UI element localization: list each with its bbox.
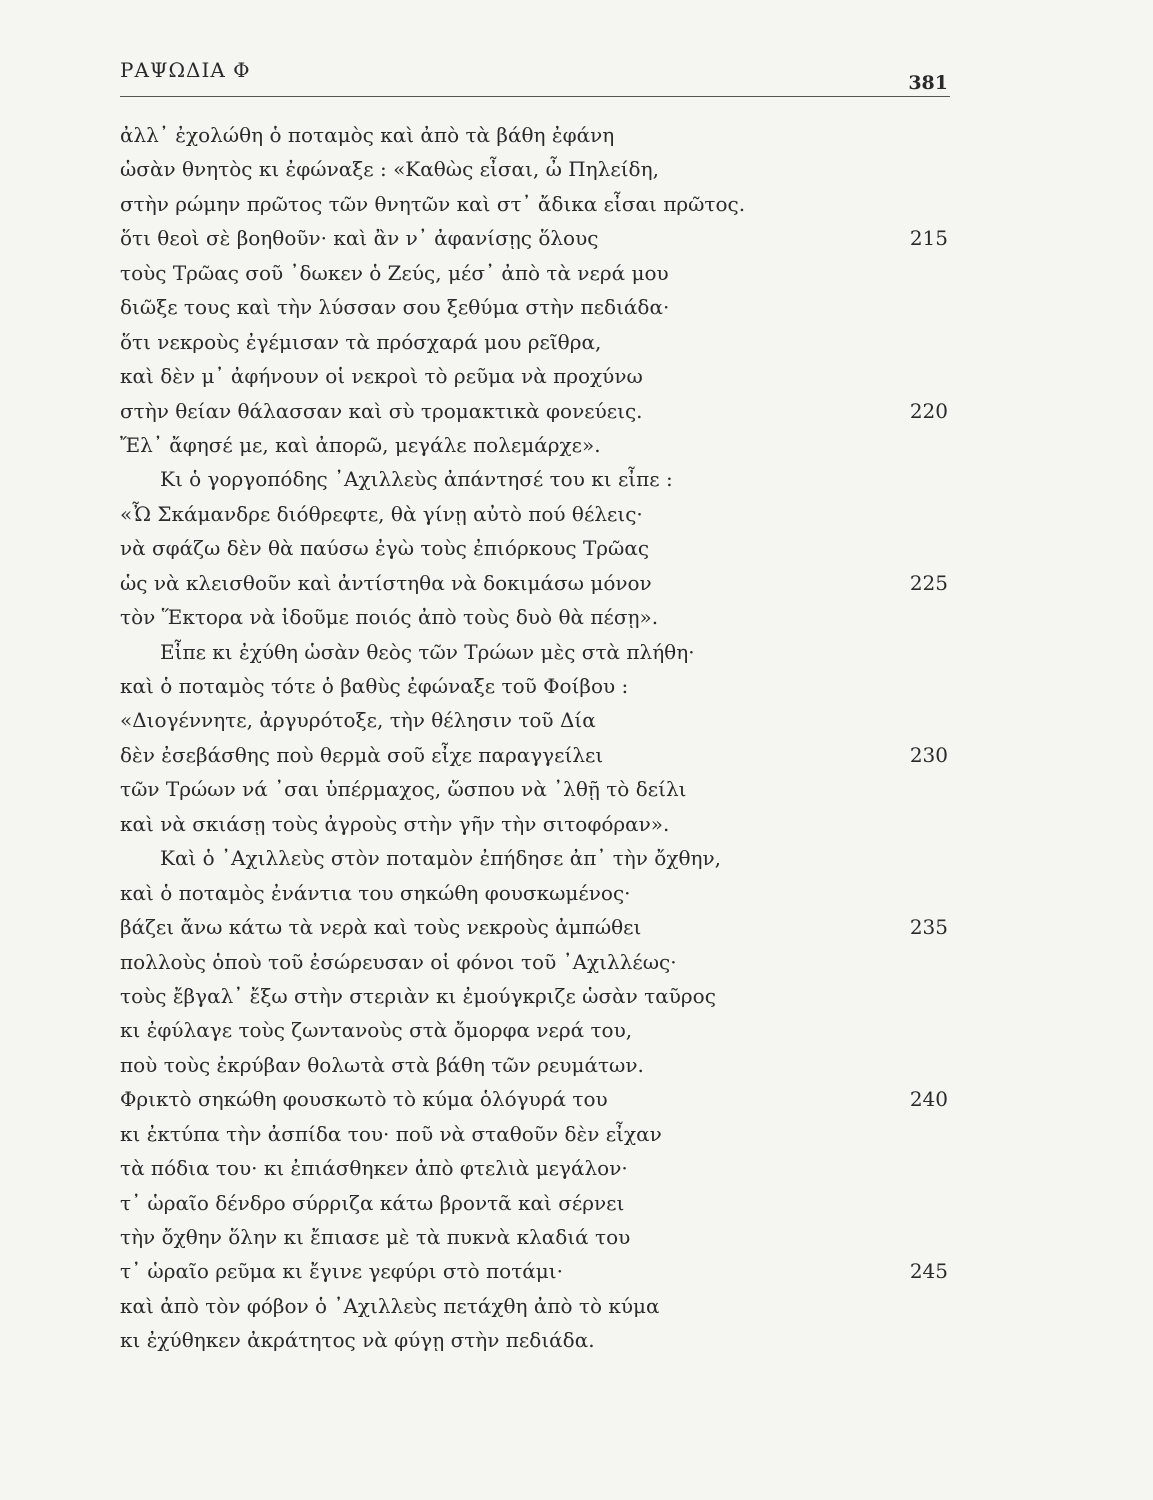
verse-text: τὰ πόδια του· κι ἐπιάσθηκεν ἀπὸ φτελιὰ μεγάλον· (120, 1156, 628, 1181)
verse-text: ὡς νὰ κλεισθοῦν καὶ ἀντίστηθα νὰ δοκιμάσω μόνον (120, 570, 652, 595)
verse-text: διῶξε τους καὶ τὴν λύσσαν σου ξεθύμα στὴν πεδιάδα· (120, 295, 670, 320)
verse-text: τ᾽ ὡραῖο ρεῦμα κι ἔγινε γεφύρι στὸ ποτάμι· (120, 1259, 563, 1284)
verse-line (120, 221, 950, 255)
verse-line (120, 945, 950, 979)
verse-line (120, 703, 950, 737)
verse-text: Κι ὁ γοργοπόδης ᾽Αχιλλεὺς ἀπάντησέ του κι εἶπε : (160, 467, 673, 492)
verse-line (120, 876, 950, 910)
verse-line (120, 187, 950, 221)
verse-line (120, 428, 950, 462)
line-number: 245 (909, 1259, 948, 1284)
verse-line (120, 1082, 950, 1116)
verse-line (120, 497, 950, 531)
verse-line (120, 910, 950, 944)
verse-text: τὸν Ἕκτορα νὰ ἰδοῦμε ποιός ἀπὸ τοὺς δυὸ θὰ πέσῃ». (120, 605, 659, 630)
verse-text: τοὺς ἔβγαλ᾽ ἔξω στὴν στεριὰν κι ἐμούγκριζε ὡσὰν ταῦρος (120, 983, 716, 1008)
verse-line (120, 1186, 950, 1220)
verse-text: ἀλλ᾽ ἐχολώθη ὁ ποταμὸς καὶ ἀπὸ τὰ βάθη ἐφάνη (120, 123, 615, 147)
verse-line (120, 462, 950, 496)
verse-text: πολλοὺς ὁποὺ τοῦ ἐσώρευσαν οἱ φόνοι τοῦ ᾽Αχιλλέως· (120, 949, 677, 974)
verse-text: Ἔλ᾽ ἄφησέ με, καὶ ἀπορῶ, μεγάλε πολεμάρχε». (120, 432, 601, 457)
header-rule (120, 96, 950, 97)
verse-line (120, 1151, 950, 1185)
verse-text: καὶ ὁ ποταμὸς τότε ὁ βαθὺς ἐφώναξε τοῦ Φοίβου : (120, 674, 629, 698)
verse-text: καὶ ἀπὸ τὸν φόβον ὁ ᾽Αχιλλεὺς πετάχθη ἀπὸ τὸ κύμα (120, 1293, 660, 1318)
verse-text: Εἶπε κι ἐχύθη ὡσὰν θεὸς τῶν Τρώων μὲς στὰ πλήθη· (160, 639, 695, 664)
verse-line (120, 1289, 950, 1323)
line-number: 235 (909, 915, 948, 940)
verse-text: τοὺς Τρῶας σοῦ ᾽δωκεν ὁ Ζεύς, μέσ᾽ ἀπὸ τὰ νερά μου (120, 260, 669, 285)
verse-text: «Ὦ Σκάμανδρε διόθρεφτε, θὰ γίνῃ αὐτὸ πού θέλεις· (120, 501, 643, 526)
verse-line (120, 807, 950, 841)
verse-text: καὶ ὁ ποταμὸς ἐνάντια του σηκώθη φουσκωμένος· (120, 880, 631, 905)
verse-text: κι ἐφύλαγε τοὺς ζωντανοὺς στὰ ὄμορφα νερά του, (120, 1018, 633, 1043)
verse-text: νὰ σφάζω δὲν θὰ παύσω ἐγὼ τοὺς ἐπιόρκους Τρῶας (120, 536, 650, 561)
line-number: 240 (909, 1087, 948, 1112)
verse-text: «Διογέννητε, ἀργυρότοξε, τὴν θέλησιν τοῦ Δία (120, 708, 596, 733)
verse-text: στὴν ρώμην πρῶτος τῶν θνητῶν καὶ στ᾽ ἄδικα εἶσαι πρῶτος. (120, 191, 746, 216)
verse-line (120, 841, 950, 875)
line-number: 225 (909, 570, 948, 595)
verse-line (120, 531, 950, 565)
verse-text: ποὺ τοὺς ἐκρύβαν θολωτὰ στὰ βάθη τῶν ρευμάτων. (120, 1052, 644, 1077)
verse-text: στὴν θείαν θάλασσαν καὶ σὺ τρομακτικὰ φονεύεις. (120, 398, 643, 423)
verse-text: βάζει ἄνω κάτω τὰ νερὰ καὶ τοὺς νεκροὺς ἀμπώθει (120, 915, 642, 940)
verse-line (120, 979, 950, 1013)
verse-line (120, 394, 950, 428)
page-header (120, 58, 950, 98)
verse-line (120, 772, 950, 806)
verse-text: καὶ δὲν μ᾽ ἀφήνουν οἱ νεκροὶ τὸ ρεῦμα νὰ προχύνω (120, 364, 643, 389)
verse-text: τ᾽ ὡραῖο δένδρο σύρριζα κάτω βροντᾶ καὶ σέρνει (120, 1190, 625, 1215)
running-head: ΡΑΨΩΔΙΑ Φ (120, 58, 251, 82)
verse-line (120, 359, 950, 393)
verse-line (120, 1254, 950, 1288)
verse-text: καὶ νὰ σκιάσῃ τοὺς ἀγροὺς στὴν γῆν τὴν σιτοφόραν». (120, 811, 670, 836)
verse-line (120, 669, 950, 703)
verse-text: τῶν Τρώων νά ᾽σαι ὑπέρμαχος, ὥσπου νὰ ᾽λθῇ τὸ δείλι (120, 777, 687, 802)
verse-text: κι ἐκτύπα τὴν ἀσπίδα του· ποῦ νὰ σταθοῦν δὲν εἶχαν (120, 1121, 662, 1146)
verse-line (120, 600, 950, 634)
verse-text: ὡσὰν θνητὸς κι ἐφώναξε : «Καθὼς εἶσαι, ὦ Πηλείδη, (120, 157, 659, 182)
verse-line (120, 566, 950, 600)
verse-text: τὴν ὄχθην ὅλην κι ἔπιασε μὲ τὰ πυκνὰ κλαδιά του (120, 1225, 631, 1249)
poem-text (120, 118, 950, 1358)
verse-text: Φρικτὸ σηκώθη φουσκωτὸ τὸ κύμα ὁλόγυρά του (120, 1087, 608, 1112)
verse-line (120, 635, 950, 669)
verse-line (120, 118, 950, 152)
line-number: 230 (909, 742, 948, 767)
line-number: 215 (909, 226, 948, 251)
verse-line (120, 1220, 950, 1254)
verse-line (120, 325, 950, 359)
line-number: 220 (909, 398, 948, 423)
verse-line (120, 1013, 950, 1047)
verse-text: ὅτι θεοὶ σὲ βοηθοῦν· καὶ ἂν ν᾽ ἀφανίσῃς ὅλους (120, 226, 599, 251)
verse-text: Καὶ ὁ ᾽Αχιλλεὺς στὸν ποταμὸν ἐπήδησε ἀπ᾽ τὴν ὄχθην, (160, 846, 721, 871)
verse-line (120, 738, 950, 772)
verse-line (120, 290, 950, 324)
verse-line (120, 1117, 950, 1151)
verse-text: δὲν ἐσεβάσθης ποὺ θερμὰ σοῦ εἶχε παραγγείλει (120, 742, 604, 767)
verse-line (120, 1323, 950, 1357)
verse-text: κι ἐχύθηκεν ἀκράτητος νὰ φύγῃ στὴν πεδιάδα. (120, 1328, 595, 1353)
verse-text: ὅτι νεκροὺς ἐγέμισαν τὰ πρόσχαρά μου ρεῖθρα, (120, 329, 602, 354)
page-number: 381 (908, 72, 948, 94)
verse-line (120, 152, 950, 186)
verse-line (120, 256, 950, 290)
verse-line (120, 1048, 950, 1082)
